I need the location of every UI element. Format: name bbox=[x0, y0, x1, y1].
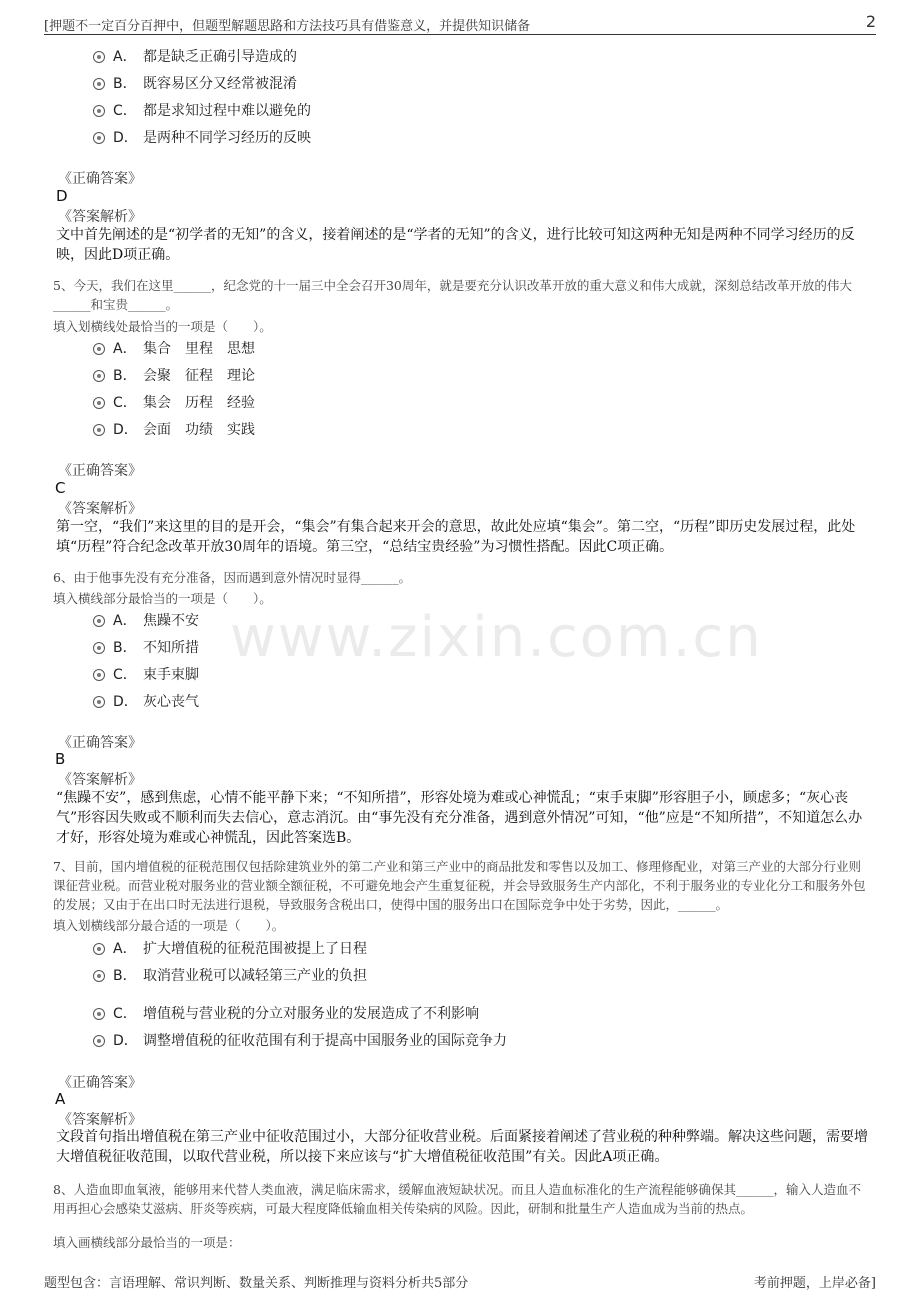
radio-icon[interactable] bbox=[93, 343, 105, 355]
q7-option-a[interactable]: A． 扩大增值税的征税范围被提上了日程 bbox=[93, 938, 367, 958]
q6-analysis-label: 《答案解析》 bbox=[58, 772, 142, 788]
q5-analysis-label: 《答案解析》 bbox=[58, 501, 142, 517]
q7-answer: A bbox=[55, 1090, 66, 1108]
watermark: www.zixin.com.cn bbox=[230, 605, 763, 670]
page-number: 2 bbox=[865, 12, 876, 31]
footer-left: 题型包含：言语理解、常识判断、数量关系、判断推理与资料分析共5部分 bbox=[44, 1276, 469, 1291]
header-text: [押题不一定百分百押中，但题型解题思路和方法技巧具有借鉴意义，并提供知识储备 bbox=[44, 19, 531, 34]
q7-answer-label: 《正确答案》 bbox=[58, 1075, 142, 1091]
q8-prompt: 填入画横线部分最恰当的一项是： bbox=[53, 1235, 241, 1250]
q5-option-a[interactable]: A． 集合 里程 思想 bbox=[93, 338, 255, 358]
q7-stem: 7、目前，国内增值税的征税范围仅包括除建筑业外的第二产业和第三产业中的商品批发和零售以及加工、修理修配业，对第三产业的大部分行业则课征营业税。而营业税对服务业的营业额全额征税，不可避免地会产生重复征税，并会导致服务生产内部化，不利于服务业的专业化分工和服务外包的发展；又由于在出口时无法进行退税，导致服务含税出口，使得中国的服务出口在国际竞争中处于劣势，因此，______。 bbox=[53, 859, 866, 912]
q5-answer: C bbox=[55, 479, 66, 497]
q4-option-c[interactable]: C． 都是求知过程中难以避免的 bbox=[93, 100, 311, 120]
q4-answer-label: 《正确答案》 bbox=[58, 171, 142, 187]
q5-answer-label: 《正确答案》 bbox=[58, 463, 142, 479]
q5-stem: 5、今天，我们在这里______，纪念党的十一届三中全会召开30周年，就是要充分认识改革开放的重大意义和伟大成就，深刻总结改革开放的伟大______和宝贵______。 bbox=[53, 278, 852, 312]
q6-answer-label: 《正确答案》 bbox=[58, 735, 142, 751]
page-header bbox=[44, 14, 876, 35]
radio-icon[interactable] bbox=[93, 1008, 105, 1020]
q5-analysis: 第一空，“我们”来这里的目的是开会，“集会”有集合起来开会的意思，故此处应填“集会”。第二空，“历程”即历史发展过程，此处填“历程”符合纪念改革开放30周年的语境。第三空，“总结宝贵经验”为习惯性搭配。因此C项正确。 bbox=[56, 519, 856, 555]
q6-prompt: 填入横线部分最恰当的一项是（ ）。 bbox=[53, 591, 272, 606]
q7-analysis-label: 《答案解析》 bbox=[58, 1112, 142, 1128]
radio-icon[interactable] bbox=[93, 51, 105, 63]
radio-icon[interactable] bbox=[93, 78, 105, 90]
radio-icon[interactable] bbox=[93, 132, 105, 144]
q4-analysis-label: 《答案解析》 bbox=[58, 209, 142, 225]
q6-option-b[interactable]: B． 不知所措 bbox=[93, 637, 199, 657]
radio-icon[interactable] bbox=[93, 615, 105, 627]
radio-icon[interactable] bbox=[93, 669, 105, 681]
q7-option-d[interactable]: D． 调整增值税的征收范围有利于提高中国服务业的国际竞争力 bbox=[93, 1030, 507, 1050]
q6-stem: 6、由于他事先没有充分准备，因而遇到意外情况时显得______。 bbox=[53, 570, 411, 585]
radio-icon[interactable] bbox=[93, 424, 105, 436]
radio-icon[interactable] bbox=[93, 105, 105, 117]
q6-option-d[interactable]: D． 灰心丧气 bbox=[93, 691, 199, 711]
q5-prompt: 填入划横线处最恰当的一项是（ ）。 bbox=[53, 319, 272, 334]
q5-option-b[interactable]: B． 会聚 征程 理论 bbox=[93, 365, 255, 385]
q4-answer: D bbox=[56, 187, 68, 205]
q6-analysis: “焦躁不安”，感到焦虑，心情不能平静下来；“不知所措”，形容处境为难或心神慌乱；“束手束脚”形容胆子小，顾虑多；“灰心丧气”形容因失败或不顺利而失去信心，意志消沉。由“事先没有充分准备，遇到意外情况”可知，“他”应是“不知所措”，不知道怎么办才好，形容处境为难或心神慌乱，因此答案选B。 bbox=[56, 790, 863, 846]
q4-option-a[interactable]: A． 都是缺乏正确引导造成的 bbox=[93, 46, 297, 66]
radio-icon[interactable] bbox=[93, 943, 105, 955]
footer-right: 考前押题，上岸必备] bbox=[753, 1276, 876, 1291]
q6-answer: B bbox=[55, 750, 66, 768]
q5-option-d[interactable]: D． 会面 功绩 实践 bbox=[93, 419, 255, 439]
radio-icon[interactable] bbox=[93, 696, 105, 708]
q7-option-b[interactable]: B． 取消营业税可以减轻第三产业的负担 bbox=[93, 965, 367, 985]
q7-option-c[interactable]: C． 增值税与营业税的分立对服务业的发展造成了不利影响 bbox=[93, 1003, 479, 1023]
q6-option-a[interactable]: A． 焦躁不安 bbox=[93, 610, 199, 630]
q7-prompt: 填入划横线部分最合适的一项是（ ）。 bbox=[53, 918, 285, 933]
q4-analysis: 文中首先阐述的是“初学者的无知”的含义，接着阐述的是“学者的无知”的含义，进行比较可知这两种无知是两种不同学习经历的反映，因此D项正确。 bbox=[56, 227, 855, 263]
page-footer bbox=[44, 1272, 876, 1292]
radio-icon[interactable] bbox=[93, 642, 105, 654]
radio-icon[interactable] bbox=[93, 370, 105, 382]
radio-icon[interactable] bbox=[93, 970, 105, 982]
radio-icon[interactable] bbox=[93, 1035, 105, 1047]
q7-analysis: 文段首句指出增值税在第三产业中征收范围过小，大部分征收营业税。后面紧接着阐述了营业税的种种弊端。解决这些问题，需要增大增值税征收范围，以取代营业税，所以接下来应该与“扩大增值税征收范围”有关。因此A项正确。 bbox=[56, 1129, 868, 1165]
q8-stem: 8、人造血即血氧液，能够用来代替人类血液，满足临床需求，缓解血液短缺状况。而且人造血标准化的生产流程能够确保其______，输入人造血不用再担心会感染艾滋病、肝炎等疾病，可最大程度降低输血相关传染病的风险。因此，研制和批量生产人造血成为当前的热点。 bbox=[53, 1182, 861, 1216]
q5-option-c[interactable]: C． 集会 历程 经验 bbox=[93, 392, 255, 412]
radio-icon[interactable] bbox=[93, 397, 105, 409]
q6-option-c[interactable]: C． 束手束脚 bbox=[93, 664, 199, 684]
q4-option-d[interactable]: D． 是两种不同学习经历的反映 bbox=[93, 127, 311, 147]
q4-option-b[interactable]: B． 既容易区分又经常被混淆 bbox=[93, 73, 297, 93]
